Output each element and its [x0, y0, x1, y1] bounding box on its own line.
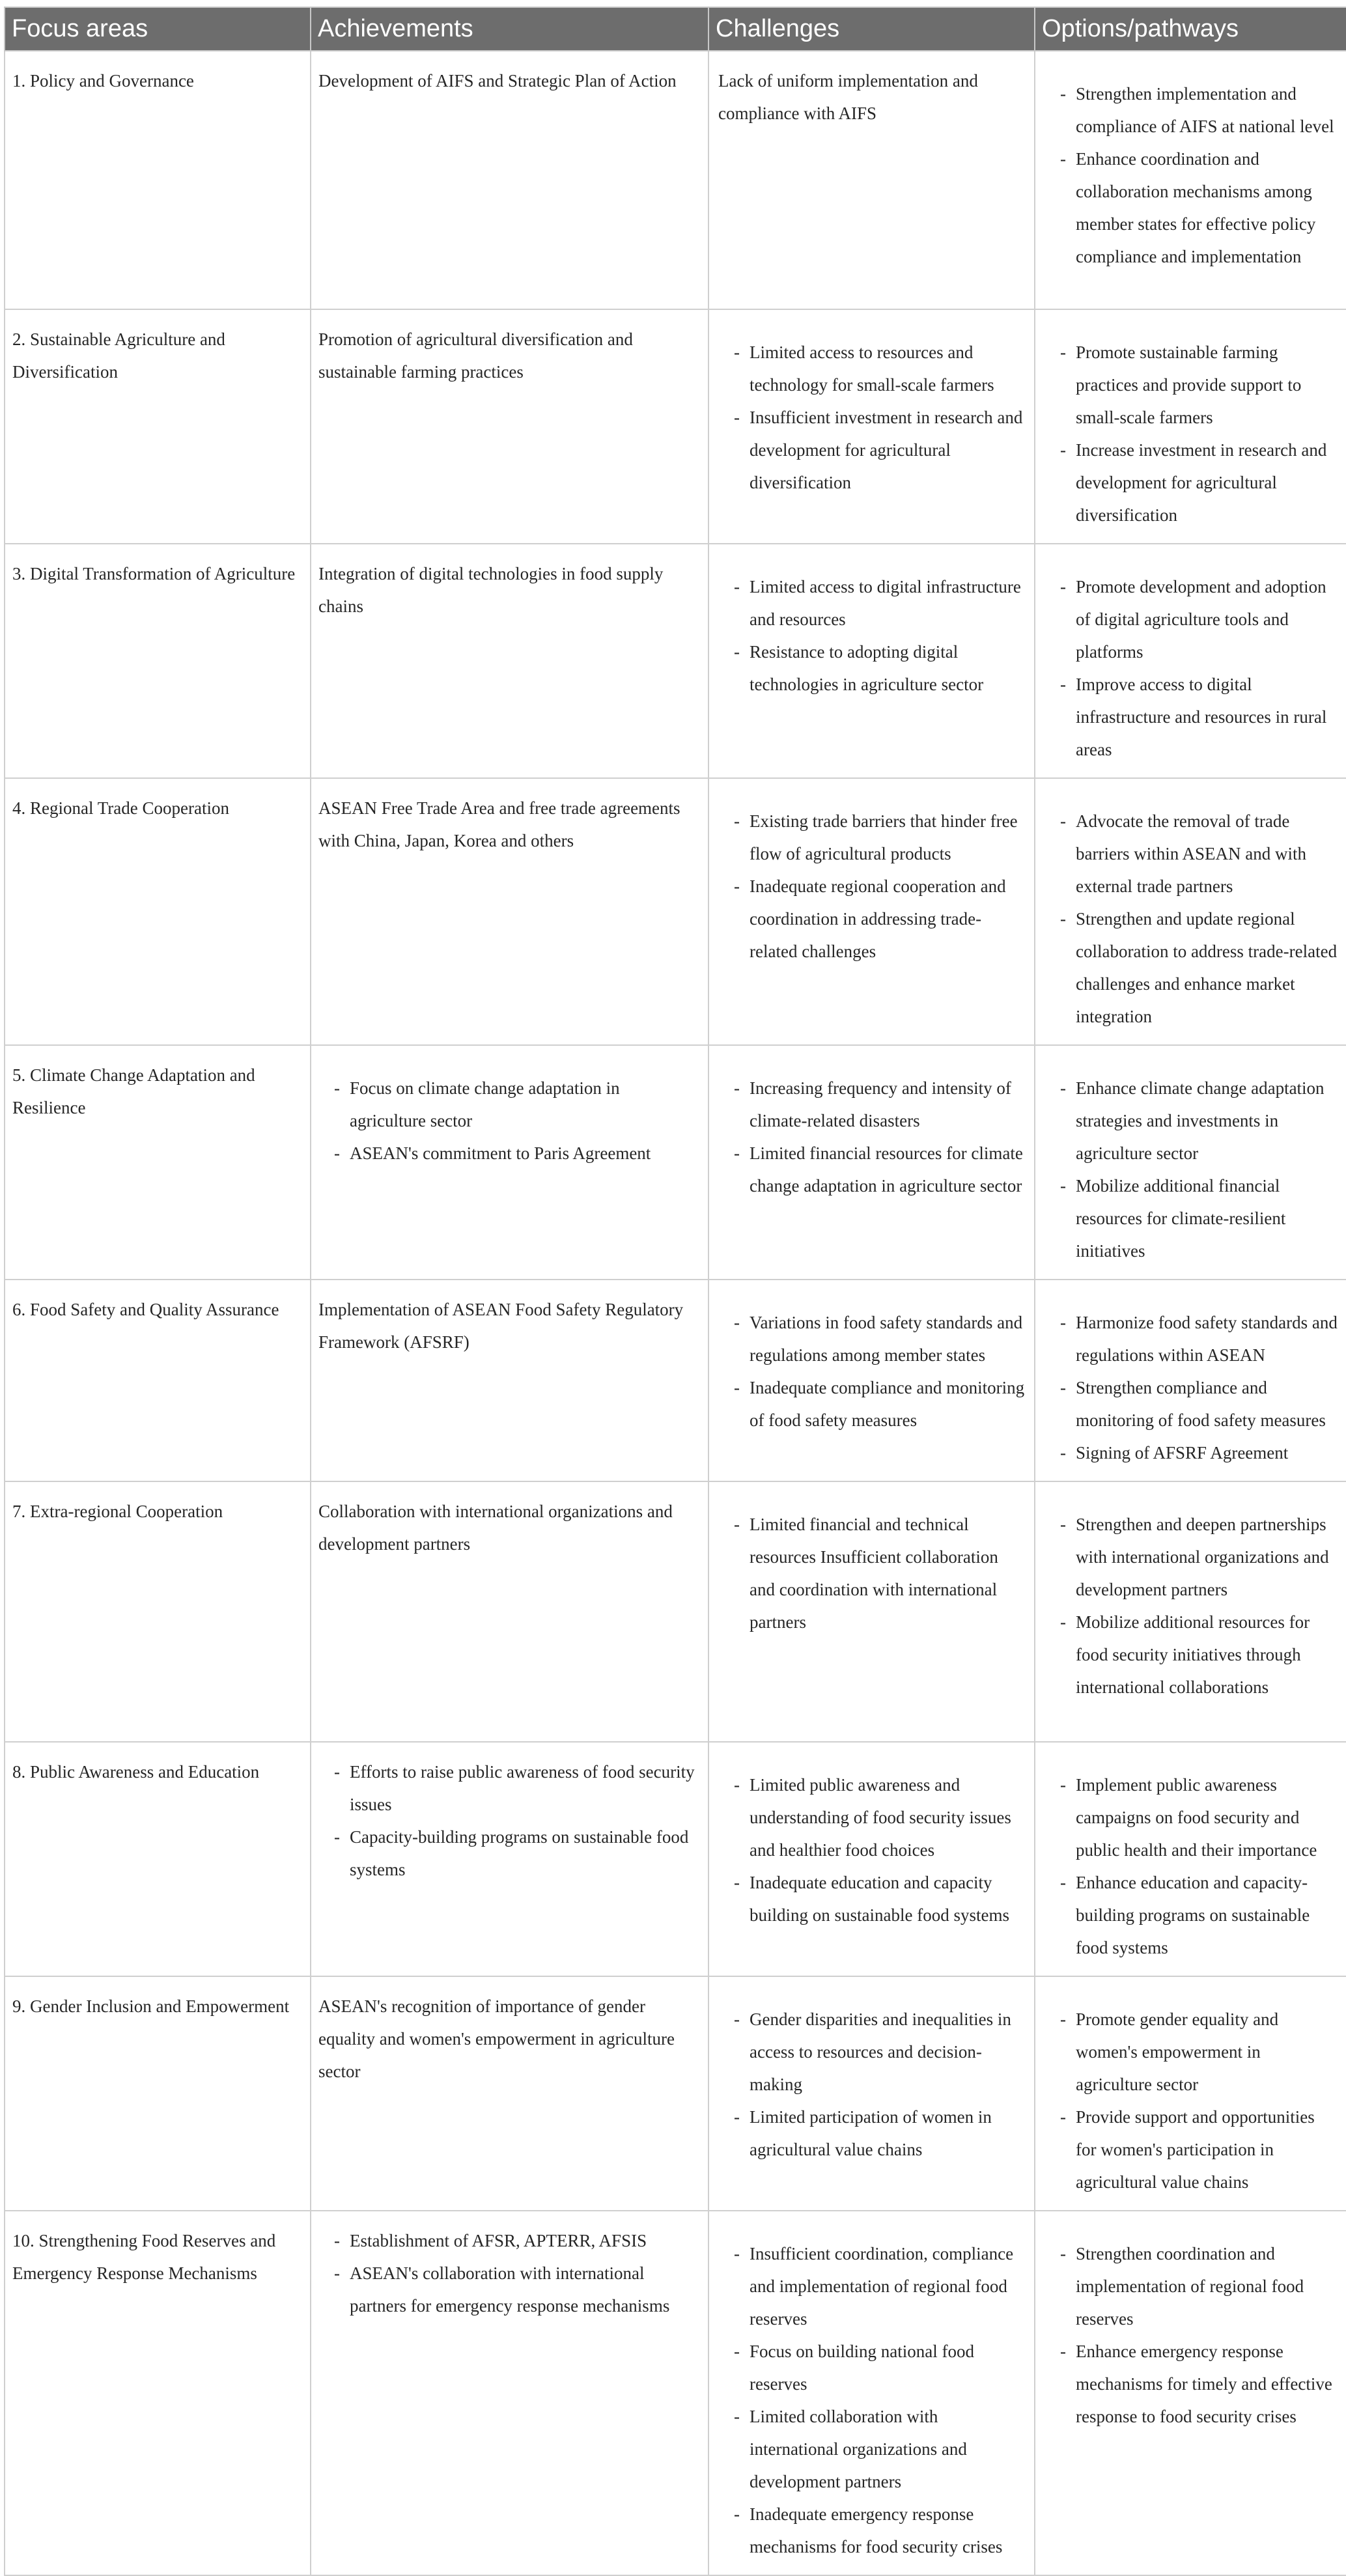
header-challenges: Challenges — [708, 7, 1035, 51]
table-header — [5, 7, 1346, 51]
focus-area-cell: 10. Strengthening Food Reserves and Emergency Response Mechanisms — [5, 2211, 311, 2575]
list-item: - ASEAN's commitment to Paris Agreement — [334, 1137, 699, 1169]
list-item: - Promote development and adoption of digital agriculture tools and platforms — [1060, 570, 1338, 668]
challenges-cell-list — [718, 1495, 1025, 1638]
focus-areas-table — [4, 7, 1346, 2576]
list-item: - Inadequate compliance and monitoring of food safety measures — [734, 1371, 1025, 1436]
options-cell — [1035, 309, 1346, 544]
list-item: - Variations in food safety standards and regulations among member states — [734, 1306, 1025, 1371]
options-cell-list — [1045, 1756, 1338, 1964]
achievements-cell-list — [318, 1059, 699, 1169]
header-row — [5, 7, 1346, 51]
options-cell — [1035, 2211, 1346, 2575]
list-item: - Limited participation of women in agricultural value chains — [734, 2101, 1025, 2166]
achievements-cell — [311, 1976, 708, 2211]
list-item: - Gender disparities and inequalities in access to resources and decision-making — [734, 2003, 1025, 2101]
focus-area-cell: 7. Extra-regional Cooperation — [5, 1481, 311, 1742]
options-cell-list — [1045, 1059, 1338, 1267]
list-item: - Limited access to resources and technology for small-scale farmers — [734, 336, 1025, 401]
challenges-cell — [708, 1280, 1035, 1481]
list-item: - Focus on climate change adaptation in agriculture sector — [334, 1072, 699, 1137]
list-item: - Existing trade barriers that hinder free flow of agricultural products — [734, 805, 1025, 870]
list-item: - Strengthen coordination and implementation of regional food reserves — [1060, 2237, 1338, 2335]
achievements-cell-text: Development of AIFS and Strategic Plan of Action — [318, 71, 677, 91]
list-item: - Limited financial and technical resources Insufficient collaboration and coordination with international partners — [734, 1508, 1025, 1638]
list-item: - Inadequate emergency response mechanisms for food security crises — [734, 2498, 1025, 2563]
table-row — [5, 1976, 1346, 2211]
challenges-cell-list — [718, 557, 1025, 701]
list-item: - Strengthen and deepen partnerships with international organizations and development partners — [1060, 1508, 1338, 1606]
achievements-cell-text: Implementation of ASEAN Food Safety Regulatory Framework (AFSRF) — [318, 1300, 684, 1352]
challenges-cell-list — [718, 1293, 1025, 1436]
list-item: - Capacity-building programs on sustainable food systems — [334, 1821, 699, 1886]
list-item: - Insufficient coordination, compliance and implementation of regional food reserves — [734, 2237, 1025, 2335]
achievements-cell — [311, 778, 708, 1045]
list-item: - Insufficient investment in research and development for agricultural diversification — [734, 401, 1025, 499]
challenges-cell-text: Lack of uniform implementation and compliance with AIFS — [718, 71, 978, 123]
achievements-cell — [311, 51, 708, 309]
focus-area-cell: 1. Policy and Governance — [5, 51, 311, 309]
list-item: - Establishment of AFSR, APTERR, AFSIS — [334, 2224, 699, 2257]
focus-area-cell: 9. Gender Inclusion and Empowerment — [5, 1976, 311, 2211]
options-cell-list — [1045, 557, 1338, 766]
achievements-cell-text: ASEAN's recognition of importance of gender equality and women's empowerment in agriculture sector — [318, 1996, 675, 2081]
table-row — [5, 1280, 1346, 1481]
achievements-cell-list — [318, 2224, 699, 2322]
achievements-cell — [311, 1045, 708, 1280]
focus-area-cell: 2. Sustainable Agriculture and Diversification — [5, 309, 311, 544]
options-cell — [1035, 778, 1346, 1045]
challenges-cell-list — [718, 792, 1025, 968]
achievements-cell — [311, 1481, 708, 1742]
list-item: - Promote gender equality and women's empowerment in agriculture sector — [1060, 2003, 1338, 2101]
list-item: - Harmonize food safety standards and regulations within ASEAN — [1060, 1306, 1338, 1371]
challenges-cell-list — [718, 1059, 1025, 1202]
options-cell — [1035, 1481, 1346, 1742]
list-item: - Promote sustainable farming practices and provide support to small-scale farmers — [1060, 336, 1338, 434]
challenges-cell — [708, 51, 1035, 309]
options-cell — [1035, 1280, 1346, 1481]
list-item: - Inadequate education and capacity building on sustainable food systems — [734, 1866, 1025, 1931]
challenges-cell — [708, 2211, 1035, 2575]
list-item: - Strengthen and update regional collaboration to address trade-related challenges and enhance market integration — [1060, 903, 1338, 1033]
list-item: - Limited financial resources for climate change adaptation in agriculture sector — [734, 1137, 1025, 1202]
options-cell-list — [1045, 64, 1338, 273]
achievements-cell-text: Integration of digital technologies in food supply chains — [318, 564, 664, 616]
list-item: - Efforts to raise public awareness of food security issues — [334, 1756, 699, 1821]
focus-area-cell: 8. Public Awareness and Education — [5, 1742, 311, 1976]
challenges-cell-list — [718, 2224, 1025, 2563]
challenges-cell-list — [718, 1756, 1025, 1931]
options-cell-list — [1045, 1990, 1338, 2198]
table-row — [5, 309, 1346, 544]
list-item: - Improve access to digital infrastructure and resources in rural areas — [1060, 668, 1338, 766]
focus-area-cell: 3. Digital Transformation of Agriculture — [5, 544, 311, 778]
header-achievements: Achievements — [311, 7, 708, 51]
challenges-cell — [708, 1045, 1035, 1280]
achievements-cell-list — [318, 1756, 699, 1886]
focus-area-cell: 6. Food Safety and Quality Assurance — [5, 1280, 311, 1481]
list-item: - Resistance to adopting digital technologies in agriculture sector — [734, 636, 1025, 701]
table-row — [5, 1045, 1346, 1280]
challenges-cell — [708, 544, 1035, 778]
challenges-cell — [708, 309, 1035, 544]
options-cell — [1035, 1742, 1346, 1976]
table-row — [5, 544, 1346, 778]
achievements-cell — [311, 1280, 708, 1481]
list-item: - Strengthen implementation and compliance of AIFS at national level — [1060, 77, 1338, 143]
list-item: - Focus on building national food reserves — [734, 2335, 1025, 2400]
list-item: - Strengthen compliance and monitoring of food safety measures — [1060, 1371, 1338, 1436]
achievements-cell — [311, 544, 708, 778]
list-item: - Mobilize additional resources for food security initiatives through international collaborations — [1060, 1606, 1338, 1703]
list-item: - Limited collaboration with international organizations and development partners — [734, 2400, 1025, 2498]
list-item: - Enhance coordination and collaboration mechanisms among member states for effective policy compliance and implementation — [1060, 143, 1338, 273]
options-cell — [1035, 51, 1346, 309]
options-cell-list — [1045, 1495, 1338, 1703]
list-item: - Mobilize additional financial resources for climate-resilient initiatives — [1060, 1169, 1338, 1267]
table-body — [5, 51, 1346, 2575]
list-item: - Enhance climate change adaptation strategies and investments in agriculture sector — [1060, 1072, 1338, 1169]
challenges-cell — [708, 1481, 1035, 1742]
achievements-cell — [311, 1742, 708, 1976]
options-cell-list — [1045, 792, 1338, 1033]
list-item: - Enhance emergency response mechanisms for timely and effective response to food security crises — [1060, 2335, 1338, 2433]
table-row — [5, 51, 1346, 309]
challenges-cell-list — [718, 1990, 1025, 2166]
list-item: - ASEAN's collaboration with international partners for emergency response mechanisms — [334, 2257, 699, 2322]
achievements-cell-text: Promotion of agricultural diversification and sustainable farming practices — [318, 329, 633, 382]
list-item: - Inadequate regional cooperation and coordination in addressing trade-related challenges — [734, 870, 1025, 968]
list-item: - Signing of AFSRF Agreement — [1060, 1436, 1338, 1469]
list-item: - Limited access to digital infrastructure and resources — [734, 570, 1025, 636]
table-row — [5, 2211, 1346, 2575]
challenges-cell — [708, 778, 1035, 1045]
list-item: - Provide support and opportunities for women's participation in agricultural value chains — [1060, 2101, 1338, 2198]
achievements-cell — [311, 309, 708, 544]
options-cell-list — [1045, 1293, 1338, 1469]
options-cell — [1035, 1976, 1346, 2211]
challenges-cell-list — [718, 323, 1025, 499]
options-cell-list — [1045, 2224, 1338, 2433]
options-cell-list — [1045, 323, 1338, 531]
table-row — [5, 1481, 1346, 1742]
achievements-cell — [311, 2211, 708, 2575]
focus-area-cell: 4. Regional Trade Cooperation — [5, 778, 311, 1045]
list-item: - Limited public awareness and understanding of food security issues and healthier food choices — [734, 1769, 1025, 1866]
list-item: - Implement public awareness campaigns on food security and public health and their importance — [1060, 1769, 1338, 1866]
focus-area-cell: 5. Climate Change Adaptation and Resilience — [5, 1045, 311, 1280]
achievements-cell-text: ASEAN Free Trade Area and free trade agreements with China, Japan, Korea and others — [318, 798, 680, 850]
achievements-cell-text: Collaboration with international organizations and development partners — [318, 1502, 673, 1554]
challenges-cell — [708, 1742, 1035, 1976]
options-cell — [1035, 544, 1346, 778]
list-item: - Increase investment in research and development for agricultural diversification — [1060, 434, 1338, 531]
options-cell — [1035, 1045, 1346, 1280]
challenges-cell — [708, 1976, 1035, 2211]
list-item: - Advocate the removal of trade barriers within ASEAN and with external trade partners — [1060, 805, 1338, 903]
header-focus-areas: Focus areas — [5, 7, 311, 51]
table-row — [5, 778, 1346, 1045]
header-options-pathways: Options/pathways — [1035, 7, 1346, 51]
table-row — [5, 1742, 1346, 1976]
list-item: - Enhance education and capacity-building programs on sustainable food systems — [1060, 1866, 1338, 1964]
list-item: - Increasing frequency and intensity of climate-related disasters — [734, 1072, 1025, 1137]
